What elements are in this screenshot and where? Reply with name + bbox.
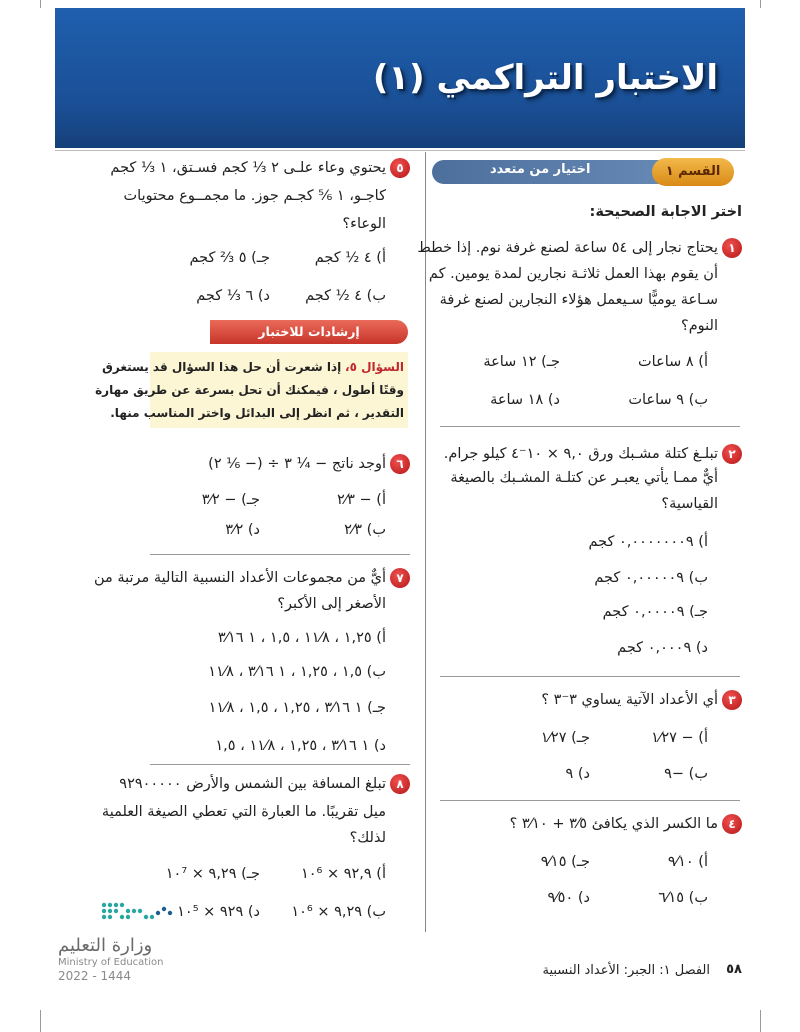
option: د) ٩٢٩ × ١٠⁵	[177, 904, 260, 920]
question-number: ٨	[390, 774, 410, 794]
section-label: اختيار من متعدد	[490, 162, 591, 177]
option: جـ) ٩⁄١٥	[540, 854, 590, 870]
ministry-name-en: Ministry of Education	[58, 957, 164, 968]
section-tab	[652, 158, 734, 186]
option: ب) ٩ ساعات	[628, 392, 708, 408]
question-text: يحتاج نجار إلى ٥٤ ساعة لصنع غرفة نوم. إذا خطط	[417, 240, 718, 256]
option: ب) ٤ ½ كجم	[305, 288, 386, 304]
option: جـ) ١٢ ساعة	[483, 354, 560, 370]
crop-mark	[760, 0, 761, 8]
column-divider	[425, 152, 426, 932]
divider	[440, 676, 740, 677]
question-text: كاجـو، ١ ⅚ كجـم جوز. ما مجمــوع محتويات	[123, 188, 386, 204]
option: أ) ٩٢,٩ × ١٠⁶	[300, 866, 386, 882]
question-text: الأصغر إلى الأكبر؟	[277, 596, 386, 612]
question-text: تبلـغ كتلة مشـبك ورق ٩,٠ × ١٠⁻٤ كيلو جرام.	[443, 446, 718, 462]
question-text: أوجد ناتج − ¼ ٣ ÷ (− ⅙ ٢)	[208, 456, 386, 472]
crop-mark	[40, 1010, 41, 1032]
option: جـ) ٥ ⅔ كجم	[189, 250, 270, 266]
header-divider	[55, 150, 745, 151]
option: جـ) ٩,٢٩ × ١٠⁷	[165, 866, 260, 882]
divider	[150, 554, 410, 555]
question-number: ٥	[390, 158, 410, 178]
option: د) ٠,٠٠٠٩ كجم	[617, 640, 708, 656]
option: أ) ٩⁄١٠	[667, 854, 708, 870]
divider	[440, 800, 740, 801]
option: د) ٣⁄٢	[225, 522, 260, 538]
option: أ) ١,٢٥ ، ١١⁄٨ ، ١,٥ ، ١ ٣⁄١٦	[217, 630, 386, 646]
chapter-title: الفصل ١: الجبر: الأعداد النسبية	[542, 963, 710, 978]
option: ب) ١,٥ ، ١,٢٥ ، ١ ٣⁄١٦ ، ١١⁄٨	[208, 664, 386, 680]
question-text: ما الكسر الذي يكافئ ٣⁄٥ + ٣⁄١٠ ؟	[509, 816, 718, 832]
option: جـ) ٠,٠٠٠٠٩ كجم	[602, 604, 708, 620]
option: د) ٩	[565, 766, 590, 782]
question-number: ٦	[390, 454, 410, 474]
question-number: ١	[722, 238, 742, 258]
option: ب) ٦⁄١٥	[658, 890, 708, 906]
section-tab-label: القسم ١	[665, 164, 721, 179]
tips-text: التقدير ، ثم انظر إلى البدائل واختر المناسب منها.	[110, 406, 404, 420]
option: د) ٦ ⅓ كجم	[196, 288, 270, 304]
question-number: ٢	[722, 444, 742, 464]
tips-line	[102, 356, 404, 379]
option: أ) ٤ ½ كجم	[314, 250, 386, 266]
tips-question-ref: السؤال ٥،	[345, 360, 404, 374]
divider	[440, 426, 740, 427]
option: أ) ٠,٠٠٠٠٠٠٠٩ كجم	[588, 534, 708, 550]
question-number: ٤	[722, 814, 742, 834]
option: أ) − ٢⁄٣	[336, 492, 386, 508]
page-number: ٥٨	[726, 962, 742, 977]
option: جـ) ١⁄٢٧	[540, 730, 590, 746]
option: ب) ٩,٢٩ × ١٠⁶	[291, 904, 386, 920]
crop-mark	[40, 0, 41, 8]
question-number: ٧	[390, 568, 410, 588]
edition-year: 2022 - 1444	[58, 969, 132, 983]
question-text: أيٌّ من مجموعات الأعداد النسبية التالية مرتبة من	[93, 570, 386, 586]
question-text: لذلك؟	[349, 830, 386, 846]
question-text: سـاعة يوميًّا سـيعمل هؤلاء النجارين لصنع غرفة	[439, 292, 718, 308]
option: أ) ٨ ساعات	[638, 354, 708, 370]
question-text: النوم؟	[681, 318, 718, 334]
ministry-name-ar: وزارة التعليم	[58, 935, 153, 956]
question-text: أن يقوم بهذا العمل ثلاثـة نجارين لمدة يومين. كم	[428, 266, 718, 282]
question-text: أيٌّ ممـا يأتي يعبـر عن كتلـة المشـبك بالصيغة	[450, 470, 718, 486]
option: أ) − ١⁄٢٧	[651, 730, 708, 746]
tips-heading-label: إرشادات للاختبار	[258, 324, 360, 339]
question-number: ٣	[722, 690, 742, 710]
tips-text: إذا شعرت أن حل هذا السؤال قد يستغرق	[102, 360, 342, 374]
option: ب) ٢⁄٣	[344, 522, 386, 538]
option: ب) −٩	[664, 766, 708, 782]
option: د) ١٨ ساعة	[490, 392, 560, 408]
option: جـ) ١ ٣⁄١٦ ، ١,٢٥ ، ١,٥ ، ١١⁄٨	[208, 700, 386, 716]
question-text: يحتوي وعاء علـى ٢ ⅓ كجم فسـتق، ١ ⅓ كجم	[110, 160, 386, 176]
page-title: الاختبار التراكمي (١)	[372, 58, 718, 98]
question-text: أي الأعداد الآتية يساوي ٣⁻٣ ؟	[541, 692, 718, 708]
option: د) ٩⁄٥٠	[547, 890, 590, 906]
option: د) ١ ٣⁄١٦ ، ١,٢٥ ، ١١⁄٨ ، ١,٥	[215, 738, 386, 754]
divider	[150, 764, 410, 765]
instruction: اختر الاجابة الصحيحة:	[589, 204, 742, 220]
ministry-logo-icon	[100, 897, 220, 929]
question-text: تبلغ المسافة بين الشمس والأرض ٩٢٩٠٠٠٠٠	[119, 776, 386, 792]
question-text: ميل تقريبًا. ما العبارة التي تعطي الصيغة العلمية	[101, 804, 386, 820]
tips-text: وقتًا أطول ، فيمكنك أن تحل بسرعة عن طريق مهارة	[95, 383, 404, 397]
crop-mark	[760, 1010, 761, 1032]
option: جـ) − ٣⁄٢	[201, 492, 260, 508]
tips-heading	[210, 320, 408, 344]
question-text: القياسية؟	[661, 496, 718, 512]
option: ب) ٠,٠٠٠٠٠٩ كجم	[594, 570, 708, 586]
question-text: الوعاء؟	[342, 216, 386, 232]
